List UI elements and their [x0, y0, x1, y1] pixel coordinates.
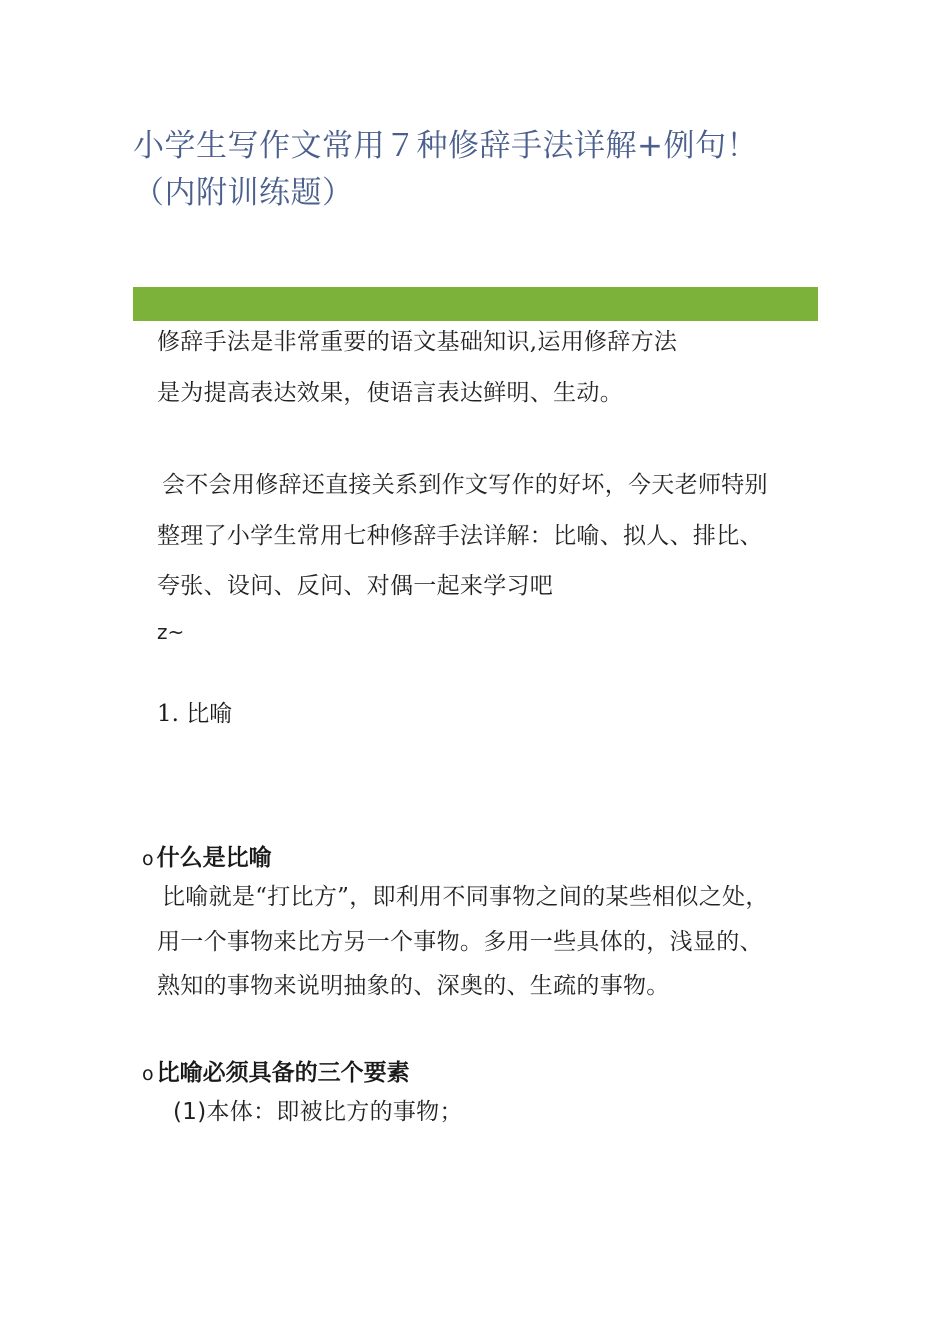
- paragraph2-line-1: 会不会用修辞还直接关系到作文写作的好坏，今天老师特别: [162, 472, 768, 498]
- decorative-green-bar: [133, 287, 818, 321]
- bullet-icon: o: [142, 848, 154, 870]
- definition-line-1: 比喻就是“打比方”，即利用不同事物之间的某些相似之处，: [162, 884, 769, 910]
- subsection-what-heading-text: 什么是比喻: [156, 845, 272, 871]
- document-title-line1: 小学生写作文常用７种修辞手法详解+例句！: [133, 128, 758, 164]
- section-heading-text: 1. 比喻: [157, 701, 233, 727]
- element-item-number: (1): [173, 1099, 207, 1125]
- intro-line-1: 修辞手法是非常重要的语文基础知识,运用修辞方法: [157, 329, 678, 355]
- intro-line-2: 是为提高表达效果，使语言表达鲜明、生动。: [157, 380, 623, 406]
- definition-line-3: 熟知的事物来说明抽象的、深奥的、生疏的事物。: [157, 973, 670, 999]
- bullet-icon: o: [142, 1063, 154, 1085]
- paragraph2-line-2: 整理了小学生常用七种修辞手法详解：比喻、拟人、排比、: [157, 523, 763, 549]
- subsection-elements-heading: [142, 1054, 410, 1087]
- section-heading-metaphor: [157, 695, 232, 728]
- element-item-text: 本体：即被比方的事物；: [206, 1099, 463, 1125]
- paragraph2-line-3: 夸张、设问、反问、对偶一起来学习吧: [157, 573, 554, 599]
- subsection-elements-heading-text: 比喻必须具备的三个要素: [156, 1060, 410, 1086]
- document-title-line2: （内附训练题）: [133, 175, 354, 211]
- definition-line-2: 用一个事物来比方另一个事物。多用一些具体的，浅显的、: [157, 929, 763, 955]
- paragraph2-line-4: z~: [157, 620, 185, 644]
- subsection-what-heading: [142, 839, 272, 872]
- element-item-1: [173, 1093, 463, 1126]
